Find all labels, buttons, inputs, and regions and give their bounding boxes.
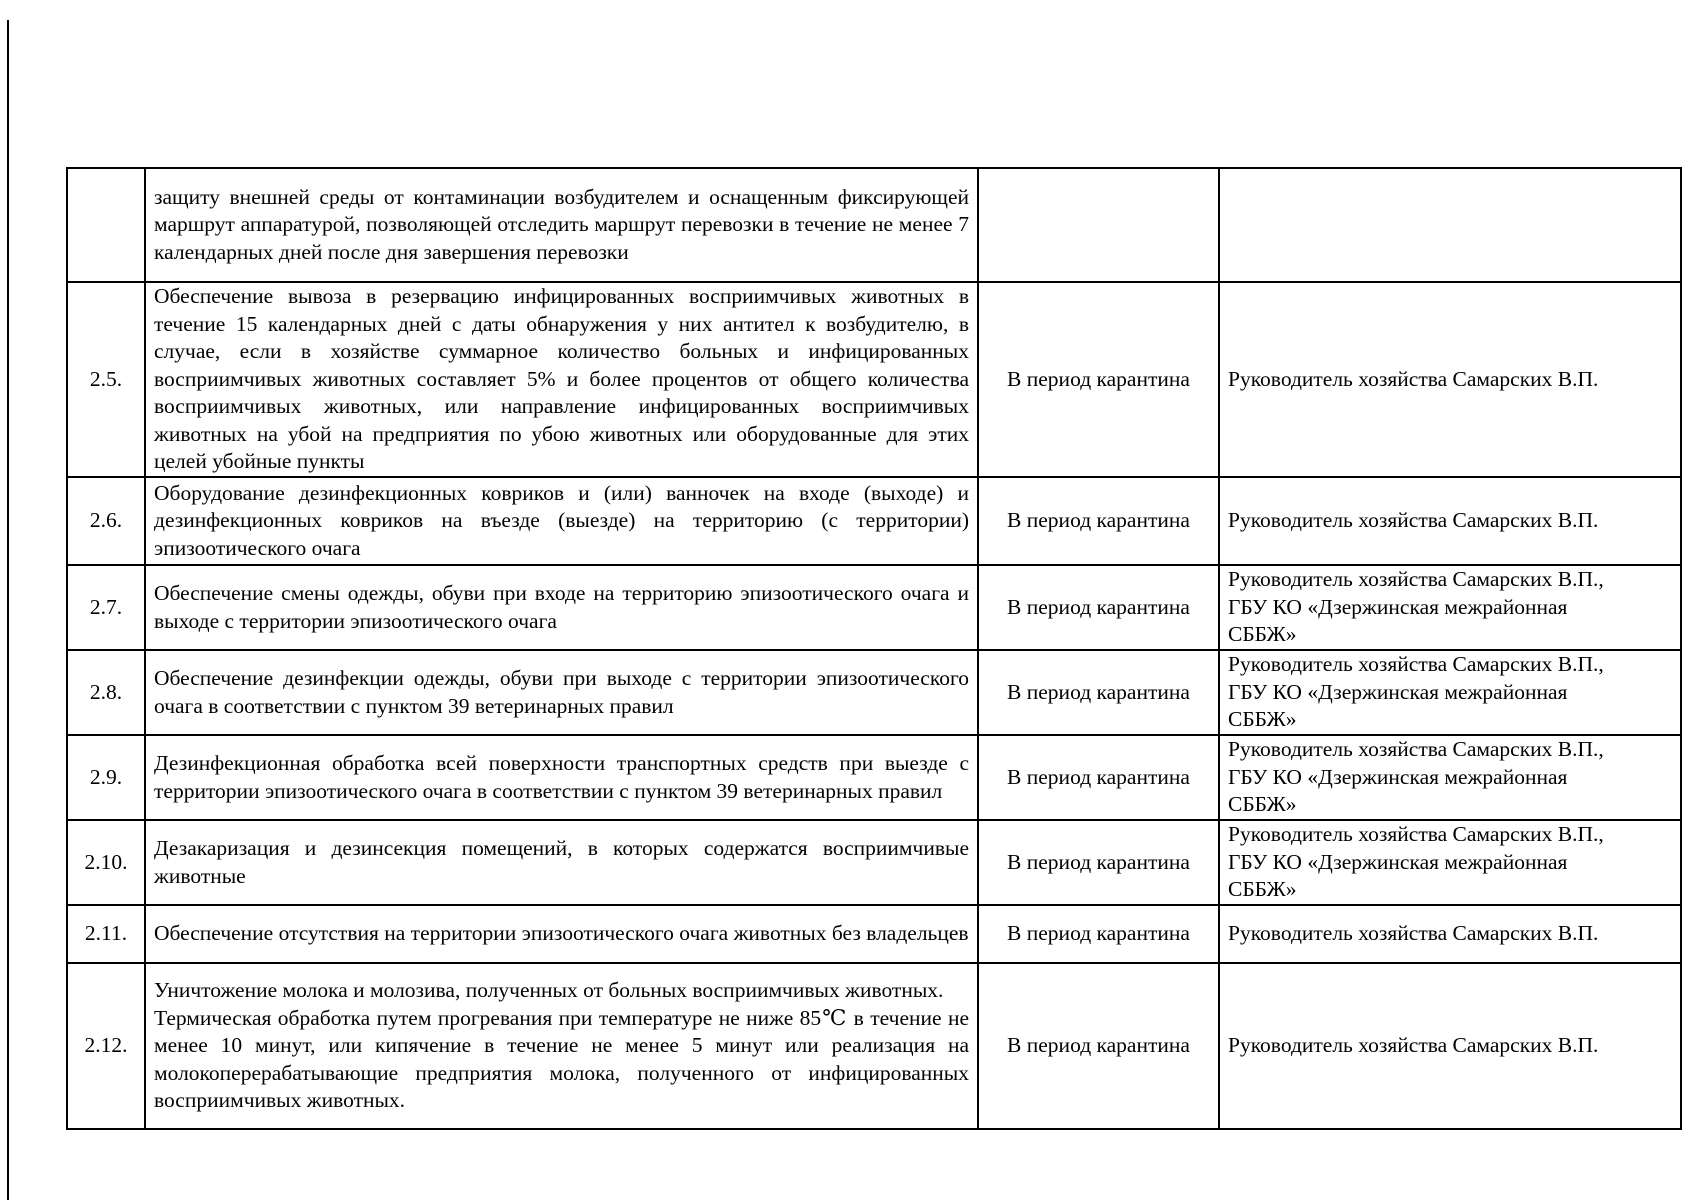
responsible-line: Руководитель хозяйства Самарских В.П.,	[1228, 822, 1604, 847]
row-number: 2.12.	[67, 963, 145, 1129]
row-period: В период карантина	[978, 282, 1219, 477]
row-responsible	[1219, 905, 1681, 963]
row-responsible	[1219, 735, 1681, 820]
row-description	[145, 650, 978, 735]
row-responsible	[1219, 963, 1681, 1129]
responsible-line: ГБУ КО «Дзержинская межрайонная	[1228, 679, 1568, 704]
row-responsible	[1219, 565, 1681, 650]
description-paragraph: Обеспечение смены одежды, обуви при входе на территорию эпизоотического очага и выходе с территории эпизоотического очага	[154, 581, 969, 633]
row-period	[978, 168, 1219, 282]
description-paragraph: Уничтожение молока и молозива, полученных от больных восприимчивых животных.	[154, 978, 944, 1003]
description-paragraph: Обеспечение дезинфекции одежды, обуви при выходе с территории эпизоотического очага в соответствии с пунктом 39 ветеринарных правил	[154, 666, 969, 718]
row-period: В период карантина	[978, 963, 1219, 1129]
row-responsible	[1219, 477, 1681, 565]
row-number	[67, 168, 145, 282]
table-row	[67, 282, 1681, 477]
responsible-line: ГБУ КО «Дзержинская межрайонная	[1228, 764, 1568, 789]
row-period: В период карантина	[978, 820, 1219, 905]
row-description	[145, 963, 978, 1129]
responsible-line: СББЖ»	[1228, 792, 1297, 817]
description-paragraph: Дезакаризация и дезинсекция помещений, в которых содержатся восприимчивые животные	[154, 836, 969, 888]
row-period: В период карантина	[978, 905, 1219, 963]
row-period: В период карантина	[978, 650, 1219, 735]
row-period: В период карантина	[978, 477, 1219, 565]
description-paragraph: защиту внешней среды от контаминации возбудителем и оснащенным фиксирующей маршрут аппаратурой, позволяющей отследить маршрут перевозки в течение не менее 7 календарных дней после дня завершения перевозки	[154, 184, 969, 264]
row-number: 2.7.	[67, 565, 145, 650]
responsible-line: ГБУ КО «Дзержинская межрайонная	[1228, 849, 1568, 874]
table-row	[67, 168, 1681, 282]
table-row	[67, 565, 1681, 650]
row-description	[145, 820, 978, 905]
row-description	[145, 735, 978, 820]
table-row	[67, 477, 1681, 565]
responsible-line: ГБУ КО «Дзержинская межрайонная	[1228, 594, 1568, 619]
table-row	[67, 963, 1681, 1129]
row-description	[145, 905, 978, 963]
description-paragraph: Дезинфекционная обработка всей поверхности транспортных средств при выезде с территории эпизоотического очага в соответствии с пунктом 39 ветеринарных правил	[154, 751, 969, 803]
description-paragraph: Термическая обработка путем прогревания при температуре не ниже 85℃ в течение не менее 10 минут, или кипячение в течение не менее 5 минут или реализация на молокоперерабатывающие предприятия молока, полученного от инфицированных восприимчивых животных.	[154, 1005, 969, 1113]
table-row	[67, 735, 1681, 820]
row-number: 2.9.	[67, 735, 145, 820]
table-row	[67, 650, 1681, 735]
row-description	[145, 565, 978, 650]
row-description	[145, 168, 978, 282]
responsible-line: Руководитель хозяйства Самарских В.П.	[1228, 921, 1599, 946]
row-responsible	[1219, 820, 1681, 905]
row-period: В период карантина	[978, 735, 1219, 820]
row-period: В период карантина	[978, 565, 1219, 650]
row-number: 2.8.	[67, 650, 145, 735]
row-responsible	[1219, 168, 1681, 282]
responsible-line: Руководитель хозяйства Самарских В.П.,	[1228, 652, 1604, 677]
table-row	[67, 905, 1681, 963]
row-responsible	[1219, 282, 1681, 477]
responsible-line: Руководитель хозяйства Самарских В.П.	[1228, 366, 1599, 391]
measures-table	[66, 167, 1682, 1130]
responsible-line: СББЖ»	[1228, 622, 1297, 647]
responsible-line: Руководитель хозяйства Самарских В.П.,	[1228, 567, 1604, 592]
responsible-line: Руководитель хозяйства Самарских В.П.,	[1228, 737, 1604, 762]
responsible-line: Руководитель хозяйства Самарских В.П.	[1228, 1033, 1599, 1058]
row-number: 2.5.	[67, 282, 145, 477]
row-number: 2.10.	[67, 820, 145, 905]
row-description	[145, 477, 978, 565]
table-row	[67, 820, 1681, 905]
description-paragraph: Оборудование дезинфекционных ковриков и (или) ванночек на входе (выходе) и дезинфекционных ковриков на въезде (выезде) на территорию (с территории) эпизоотического очага	[154, 480, 969, 560]
row-responsible	[1219, 650, 1681, 735]
description-paragraph: Обеспечение отсутствия на территории эпизоотического очага животных без владельцев	[154, 921, 969, 946]
responsible-line: СББЖ»	[1228, 707, 1297, 732]
description-paragraph: Обеспечение вывоза в резервацию инфицированных восприимчивых животных в течение 15 календарных дней с даты обнаружения у них антител к возбудителю, в случае, если в хозяйстве суммарное количество больных и инфицированных восприимчивых животных составляет 5% и более процентов от общего количества восприимчивых животных, или направление инфицированных восприимчивых животных на убой на предприятия по убою животных или оборудованные для этих целей убойные пункты	[154, 284, 969, 474]
row-description	[145, 282, 978, 477]
row-number: 2.11.	[67, 905, 145, 963]
responsible-line: СББЖ»	[1228, 877, 1297, 902]
page-edge-line	[7, 20, 9, 1200]
row-number: 2.6.	[67, 477, 145, 565]
responsible-line: Руководитель хозяйства Самарских В.П.	[1228, 508, 1599, 533]
